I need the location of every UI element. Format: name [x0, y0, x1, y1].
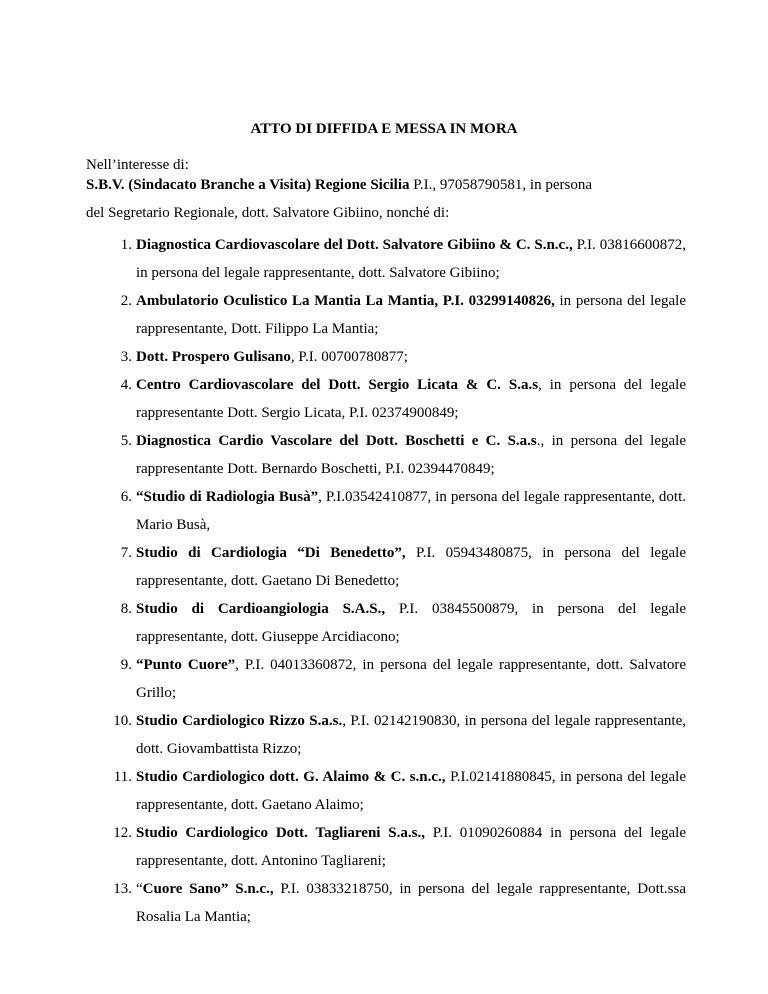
list-item-entity: “Punto Cuore”: [136, 657, 236, 673]
list-item-details: P.I. 03816600872, in persona del legale rappresentante, dott. Salvatore Gibiino;: [136, 237, 686, 281]
list-item-entity: Studio Cardiologico Rizzo S.a.s.: [136, 713, 343, 729]
list-item-entity: Studio di Cardioangiologia S.A.S.,: [136, 601, 386, 617]
list-item-entity: Cuore Sano” S.n.c.,: [142, 881, 274, 897]
list-item-number: 9.: [120, 657, 132, 673]
party-name: S.B.V. (Sindacato Branche a Visita) Regione Sicilia: [86, 177, 410, 193]
list-item: [86, 707, 686, 763]
list-item-number: 6.: [120, 489, 132, 505]
list-item-number: 3.: [120, 349, 132, 365]
list-item-number: 5.: [120, 433, 132, 449]
list-item: [86, 371, 686, 427]
list-item: [86, 539, 686, 595]
list-item-details: , P.I.03542410877, in persona del legale rappresentante, dott. Mario Busà,: [136, 489, 686, 533]
list-item-entity: Ambulatorio Oculistico La Mantia La Mantia, P.I. 03299140826,: [136, 293, 555, 309]
list-item-entity: Studio Cardiologico dott. G. Alaimo & C. s.n.c.,: [136, 769, 446, 785]
list-item-details: P.I. 03845500879, in persona del legale rappresentante, dott. Giuseppe Arcidiacono;: [136, 601, 687, 645]
list-item-number: 12.: [113, 825, 132, 841]
list-item-number: 4.: [120, 377, 132, 393]
list-item-entity: “Studio di Radiologia Busà”: [136, 489, 319, 505]
list-item-number: 2.: [120, 293, 132, 309]
list-item: [86, 651, 686, 707]
list-item-entity: Studio di Cardiologia “Di Benedetto”,: [136, 545, 406, 561]
list-item-number: 1.: [120, 237, 132, 253]
list-item: [86, 483, 686, 539]
intro-party-line: [86, 175, 686, 195]
document-title: ATTO DI DIFFIDA E MESSA IN MORA: [250, 121, 518, 137]
list-item: [86, 595, 686, 651]
intro-party-line-2: del Segretario Regionale, dott. Salvatore Gibiino, nonché di:: [86, 205, 450, 221]
list-item-details: P.I. 01090260884 in persona del legale rappresentante, dott. Antonino Tagliareni;: [136, 825, 687, 869]
list-item-entity: Dott. Prospero Gulisano: [136, 349, 291, 365]
list-item: [86, 819, 686, 875]
list-item-details: , P.I. 02142190830, in persona del legale rappresentante, dott. Giovambattista Rizzo;: [136, 713, 686, 757]
list-item: [86, 427, 686, 483]
list-item-details: P.I. 05943480875, in persona del legale rappresentante, dott. Gaetano Di Benedetto;: [136, 545, 687, 589]
list-item: [86, 763, 686, 819]
list-item-entity: Studio Cardiologico Dott. Tagliareni S.a.s.,: [136, 825, 425, 841]
list-item: [86, 287, 686, 343]
list-item-number: 7.: [120, 545, 132, 561]
party-list: [86, 231, 686, 931]
list-item: [86, 231, 686, 287]
list-item-entity: Centro Cardiovascolare del Dott. Sergio Licata & C. S.a.s: [136, 377, 539, 393]
list-item-details: P.I. 03833218750, in persona del legale rappresentante, Dott.ssa Rosalia La Mantia;: [136, 881, 687, 925]
list-item-details: ., in persona del legale rappresentante Dott. Bernardo Boschetti, P.I. 02394470849;: [136, 433, 686, 477]
list-item: [86, 875, 686, 931]
list-item-number: 13.: [113, 881, 132, 897]
list-item: [86, 343, 686, 371]
list-item-number: 10.: [113, 713, 132, 729]
list-item-details: , P.I. 00700780877;: [290, 349, 408, 365]
list-item-details: , in persona del legale rappresentante Dott. Sergio Licata, P.I. 02374900849;: [136, 377, 687, 421]
intro-label: Nell’interesse di:: [86, 157, 189, 173]
list-item-details: in persona del legale rappresentante, Dott. Filippo La Mantia;: [136, 293, 686, 337]
list-item-details: , P.I. 04013360872, in persona del legale rappresentante, dott. Salvatore Grillo;: [136, 657, 687, 701]
party-details: P.I., 97058790581, in persona: [409, 177, 592, 193]
list-item-number: 11.: [113, 769, 132, 785]
list-item-prefix: “: [136, 881, 143, 897]
list-item-number: 8.: [120, 601, 132, 617]
list-item-entity: Diagnostica Cardiovascolare del Dott. Salvatore Gibiino & C. S.n.c.,: [136, 237, 573, 253]
list-item-entity: Diagnostica Cardio Vascolare del Dott. Boschetti e C. S.a.s: [136, 433, 537, 449]
list-item-details: P.I.02141880845, in persona del legale rappresentante, dott. Gaetano Alaimo;: [136, 769, 686, 813]
